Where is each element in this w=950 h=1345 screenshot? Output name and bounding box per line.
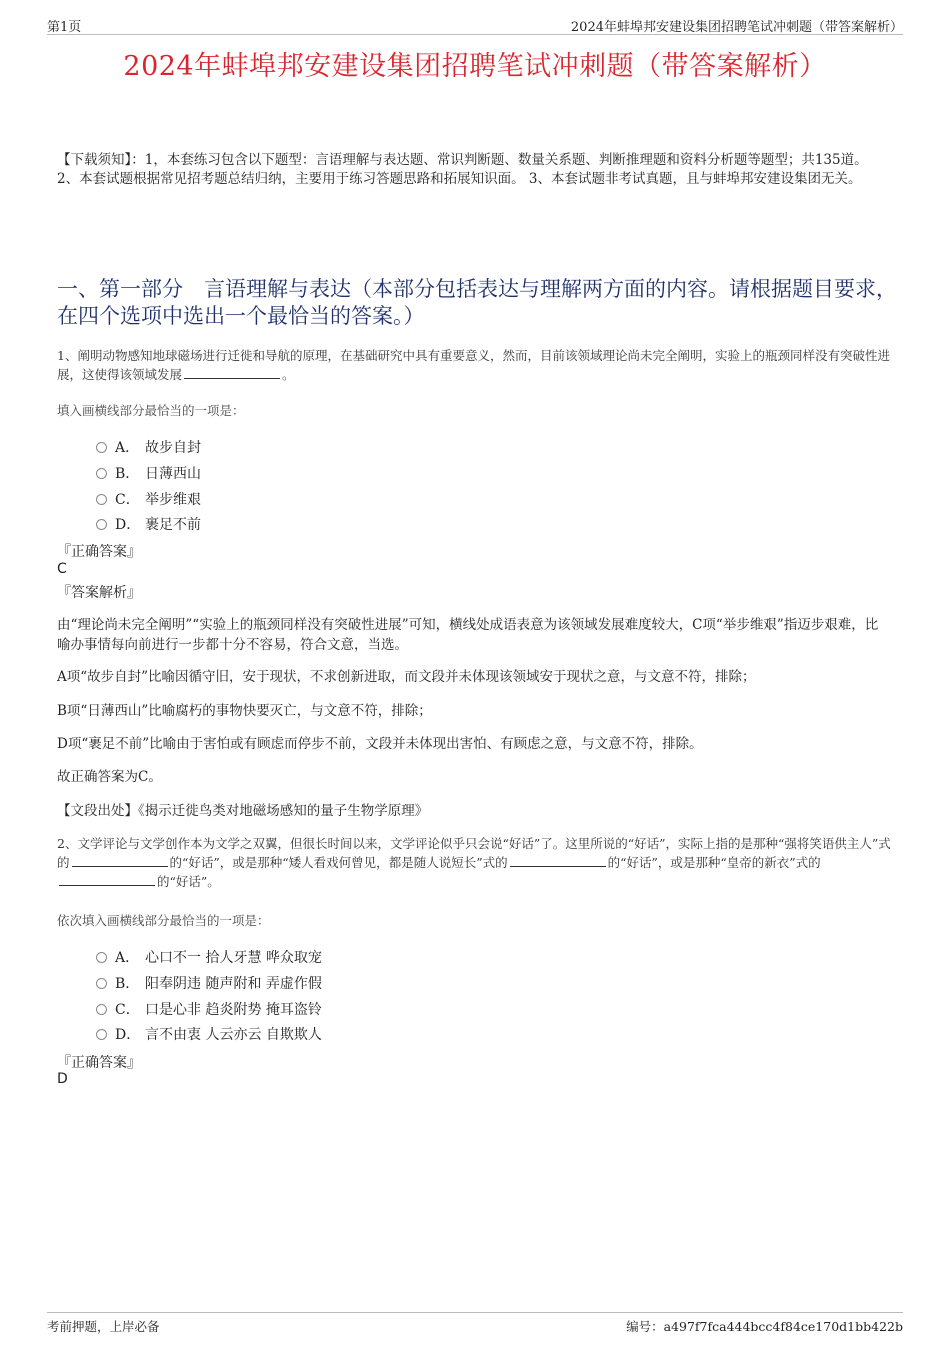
source-citation: 【文段出处】《揭示迁徙鸟类对地磁场感知的量子生物学原理》: [57, 803, 429, 819]
analysis-paragraph: 由“理论尚未完全阐明”“实验上的瓶颈同样没有突破性进展”可知，横线处成语表意为该领域发展难度较大，C项“举步维艰”指迈步艰难，比喻办事情每向前进行一步都十分不容易，符合文意，当选。: [57, 617, 879, 653]
page-footer: [47, 1312, 903, 1334]
radio-icon[interactable]: [96, 494, 107, 505]
analysis-paragraph: D项“裹足不前”比喻由于害怕或有顾虑而停步不前，文段并未体现出害怕、有顾虑之意，与文意不符，排除。: [57, 736, 703, 752]
correct-answer-label: 『正确答案』: [57, 544, 141, 560]
option-1b[interactable]: B． 日薄西山: [96, 463, 201, 483]
footer-slogan: 考前押题，上岸必备: [47, 1319, 160, 1334]
correct-answer: D: [57, 1071, 68, 1087]
document-title: 2024年蚌埠邦安建设集团招聘笔试冲刺题（带答案解析）: [123, 51, 827, 82]
analysis-paragraph: B项“日薄西山”比喻腐朽的事物快要灭亡，与文意不符，排除；: [57, 703, 432, 719]
document-id: 编号：a497f7fca444bcc4f84ce170d1bb422b: [626, 1319, 903, 1334]
answer-blank: [72, 854, 168, 867]
option-1a[interactable]: A． 故步自封: [96, 437, 201, 457]
correct-answer: C: [57, 561, 67, 577]
option-2d[interactable]: D． 言不由衷 人云亦云 自欺欺人: [96, 1024, 322, 1044]
question-1-text: 1、阐明动物感知地球磁场进行迁徙和导航的原理，在基础研究中具有重要意义，然而，目前该领域理论尚未完全阐明，实验上的瓶颈同样没有突破性进展，这使得该领域发展 。: [57, 348, 890, 382]
analysis-label: 『答案解析』: [57, 585, 141, 601]
analysis-paragraph: A项“故步自封”比喻因循守旧，安于现状，不求创新进取，而文段并未体现该领域安于现状之意，与文意不符，排除；: [57, 669, 756, 685]
option-1d[interactable]: D． 裹足不前: [96, 514, 201, 534]
question-2-prompt: 依次填入画横线部分最恰当的一项是：: [57, 913, 270, 928]
answer-blank: [59, 873, 155, 886]
radio-icon[interactable]: [96, 978, 107, 989]
question-2-text: 2、文学评论与文学创作本为文学之双翼，但很长时间以来，文学评论似乎只会说“好话”了。这里所说的“好话”，实际上指的是那种“强将笑语供主人”式的 的“好话”，或是那种“矮人看戏何曾见，都是随人说短长”式的 的“好话”，或是那种“皇帝的新衣”式的的“好话”。: [57, 836, 891, 889]
analysis-paragraph: 故正确答案为C。: [57, 769, 162, 785]
correct-answer-label: 『正确答案』: [57, 1055, 141, 1071]
radio-icon[interactable]: [96, 442, 107, 453]
radio-icon[interactable]: [96, 952, 107, 963]
download-notice: 【下载须知】：1，本套练习包含以下题型：言语理解与表达题、常识判断题、数量关系题、判断推理题和资料分析题等题型；共135道。 2、本套试题根据常见招考题总结归纳，主要用于练习答题思路和拓展知识面。 3、本套试题非考试真题，且与蚌埠邦安建设集团无关。: [57, 152, 868, 187]
answer-blank: [184, 366, 280, 379]
page-number: 第1页: [47, 20, 82, 35]
radio-icon[interactable]: [96, 1004, 107, 1015]
question-1-prompt: 填入画横线部分最恰当的一项是：: [57, 403, 245, 418]
page-header: [47, 14, 903, 35]
radio-icon[interactable]: [96, 519, 107, 530]
option-1c[interactable]: C． 举步维艰: [96, 489, 201, 509]
option-2a[interactable]: A． 心口不一 拾人牙慧 哗众取宠: [96, 947, 322, 967]
option-2b[interactable]: B． 阳奉阴违 随声附和 弄虚作假: [96, 973, 322, 993]
radio-icon[interactable]: [96, 468, 107, 479]
option-2c[interactable]: C． 口是心非 趋炎附势 掩耳盗铃: [96, 999, 322, 1019]
section-heading: 一、第一部分 言语理解与表达（本部分包括表达与理解两方面的内容。请根据题目要求，在四个选项中选出一个最恰当的答案。）: [57, 277, 897, 328]
header-doc-title: 2024年蚌埠邦安建设集团招聘笔试冲刺题（带答案解析）: [570, 20, 903, 35]
answer-blank: [510, 854, 606, 867]
radio-icon[interactable]: [96, 1029, 107, 1040]
